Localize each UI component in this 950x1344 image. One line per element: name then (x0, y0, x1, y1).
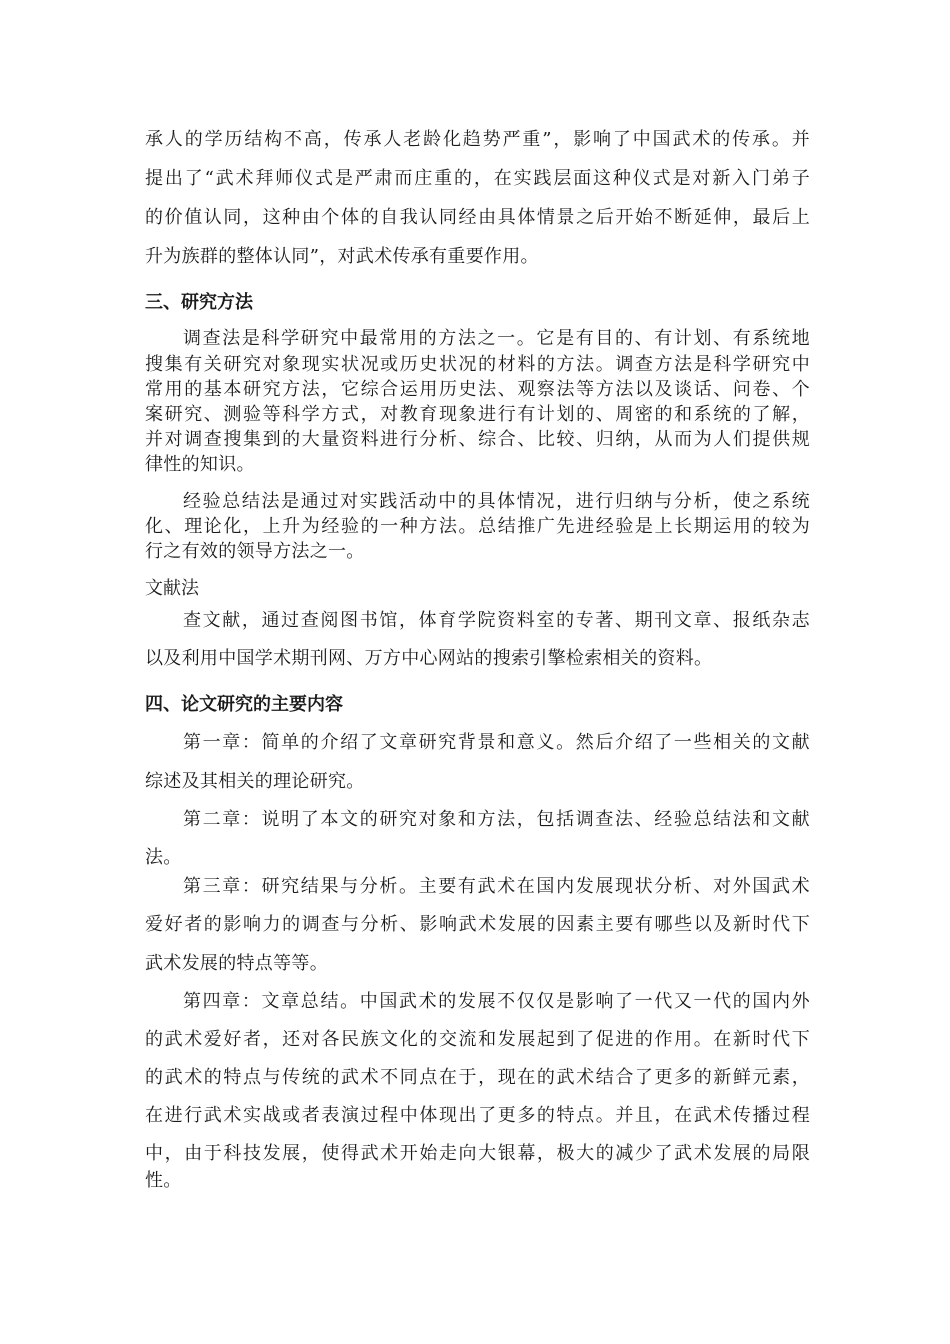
text-line: 升为族群的整体认同”，对武术传承有重要作用。 (145, 246, 539, 267)
section-heading-research-methods: 三、研究方法 (145, 292, 253, 313)
text-line: 并对调查搜集到的大量资料进行分析、综合、比较、归纳，从而为人们提供规 (145, 429, 810, 450)
text-line: 第三章：研究结果与分析。主要有武术在国内发展现状分析、对外国武术 (183, 876, 810, 897)
text-line: 性。 (145, 1170, 182, 1191)
text-line: 中，由于科技发展，使得武术开始走向大银幕，极大的减少了武术发展的局限 (145, 1143, 810, 1164)
text-line: 搜集有关研究对象现实状况或历史状况的材料的方法。调查方法是科学研究中 (145, 354, 810, 375)
text-line: 武术发展的特点等等。 (145, 953, 328, 974)
text-line: 法。 (145, 847, 182, 868)
text-line: 的武术的特点与传统的武术不同点在于，现在的武术结合了更多的新鲜元素， (145, 1067, 810, 1088)
text-line: 第一章：简单的介绍了文章研究背景和意义。然后介绍了一些相关的文献 (183, 732, 810, 753)
text-line: 行之有效的领导方法之一。 (145, 541, 365, 562)
text-line: 的价值认同，这种由个体的自我认同经由具体情景之后开始不断延伸，最后上 (145, 207, 810, 228)
text-line: 调查法是科学研究中最常用的方法之一。它是有目的、有计划、有系统地 (183, 328, 810, 349)
text-line: 查文献，通过查阅图书馆，体育学院资料室的专著、期刊文章、报纸杂志 (183, 610, 810, 631)
text-line: 化、理论化，上升为经验的一种方法。总结推广先进经验是上长期运用的较为 (145, 516, 810, 537)
text-line: 综述及其相关的理论研究。 (145, 771, 365, 792)
text-line: 爱好者的影响力的调查与分析、影响武术发展的因素主要有哪些以及新时代下 (145, 914, 810, 935)
section-heading-main-contents: 四、论文研究的主要内容 (145, 694, 343, 715)
text-line: 律性的知识。 (145, 454, 255, 475)
text-line: 常用的基本研究方法，它综合运用历史法、观察法等方法以及谈话、问卷、个 (145, 379, 810, 400)
text-line: 第二章：说明了本文的研究对象和方法，包括调查法、经验总结法和文献 (183, 809, 810, 830)
text-line: 案研究、测验等科学方式，对教育现象进行有计划的、周密的和系统的了解， (145, 404, 810, 425)
text-line: 承人的学历结构不高，传承人老龄化趋势严重”，影响了中国武术的传承。并 (145, 129, 810, 150)
subheading-literature-method: 文献法 (145, 578, 199, 599)
text-line: 提出了“武术拜师仪式是严肃而庄重的，在实践层面这种仪式是对新入门弟子 (145, 168, 810, 189)
text-line: 的武术爱好者，还对各民族文化的交流和发展起到了促进的作用。在新时代下 (145, 1029, 810, 1050)
text-line: 在进行武术实战或者表演过程中体现出了更多的特点。并且，在武术传播过程 (145, 1105, 810, 1126)
text-line: 以及利用中国学术期刊网、万方中心网站的搜索引擎检索相关的资料。 (145, 648, 713, 669)
text-line: 经验总结法是通过对实践活动中的具体情况，进行归纳与分析，使之系统 (183, 491, 810, 512)
text-line: 第四章：文章总结。中国武术的发展不仅仅是影响了一代又一代的国内外 (183, 991, 810, 1012)
